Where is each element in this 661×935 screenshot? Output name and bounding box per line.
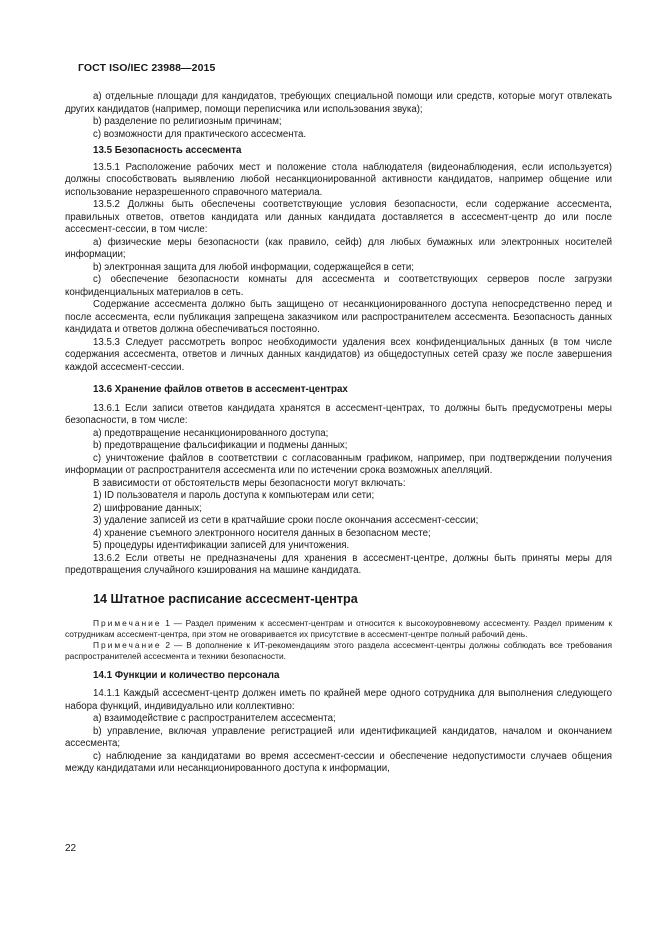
paragraph: 13.5.2 Должны быть обеспечены соответствующие условия безопасности, если содержание ассесмента, правильных ответов, ответов кандидата или данных кандидата доставляется в ассесмент-центр до или после ассесмент-сессии, в том числе: <box>65 199 612 235</box>
paragraph: 13.6.2 Если ответы не предназначены для хранения в ассесмент-центре, должны быть приняты меры для предотвращения случайного кэширования на машине кандидата. <box>65 552 612 576</box>
list-item: 1) ID пользователя и пароль доступа к компьютерам или сети; <box>93 490 375 501</box>
list-item: c) наблюдение за кандидатами во время ассесмент-сессии и обеспечение недопустимости случаев общения между кандидатами или несанкционированного доступа к информации, <box>65 750 612 774</box>
list-item: c) обеспечение безопасности комнаты для ассесмента и соответствующих серверов после загрузки конфиденциальных материалов в сеть. <box>65 274 612 298</box>
paragraph: Содержание ассесмента должно быть защищено от несанкционированного доступа непосредственно перед и после ассесмента, если публикация запрещена заказчиком или распространителем ассесмента. Безопасность данных кандидата и ответов должна обеспечиваться постоянно. <box>65 299 612 335</box>
list-item: c) уничтожение файлов в соответствии с согласованным графиком, например, при подтверждении получения информации от распространителя ассесмента или по истечении срока возможных апелляций. <box>65 452 612 476</box>
section-heading-14-1: 14.1 Функции и количество персонала <box>93 669 280 681</box>
list-item: 3) удаление записей из сети в кратчайшие сроки после окончания ассесмент-сессии; <box>93 515 479 526</box>
paragraph: 14.1.1 Каждый ассесмент-центр должен иметь по крайней мере одного сотрудника для выполнения следующего набора функций, индивидуально или коллективно: <box>65 688 612 712</box>
paragraph: 13.5.3 Следует рассмотреть вопрос необходимости удаления всех конфиденциальных данных (в том числе содержания ассесмента, ответов и личных данных кандидатов) из общедоступных сетей сразу же после завершения каждой ассесмент-сессии. <box>65 336 612 373</box>
paragraph: 13.6.1 Если записи ответов кандидата хранятся в ассесмент-центрах, то должны быть предусмотрены меры безопасности, в том числе: <box>65 402 612 426</box>
document-body <box>65 91 612 776</box>
list-item: а) взаимодействие с распространителем ассесмента; <box>93 713 336 724</box>
list-item: 4) хранение съемного электронного носителя данных в безопасном месте; <box>93 527 431 539</box>
note-text: 2 — В дополнение к ИТ-рекомендациям этого раздела ассесмент-центры должны соблюдать все требования распространителей ассесмента и техники безопасности. <box>65 639 612 661</box>
list-item: c) возможности для практического ассесмента. <box>93 128 307 140</box>
paragraph: 13.5.1 Расположение рабочих мест и положение стола наблюдателя (видеонаблюдения, если используется) должны способствовать выявлению любой несанкционированной активности кандидатов, например общение или использование неразрешенного справочного материала. <box>65 161 612 198</box>
list-item: 2) шифрование данных; <box>93 502 202 514</box>
list-item: b) управление, включая управление регистрацией или идентификацией кандидатов, началом и окончанием ассесмента; <box>65 725 612 749</box>
paragraph: В зависимости от обстоятельств меры безопасности могут включать: <box>93 477 406 489</box>
note-text: 1 — Раздел применим к ассесмент-центрам и относится к высокоуровневому ассесменту. Раздел применим к сотрудникам ассесмент-центра, при этом не оговаривается их присутствие в ассесмент-центре полный рабочий день. <box>65 617 612 639</box>
document-header: ГОСТ ISO/IEC 23988—2015 <box>78 62 216 74</box>
section-heading-13-5: 13.5 Безопасность ассесмента <box>93 145 242 156</box>
page-number: 22 <box>65 843 77 854</box>
chapter-heading-14: 14 Штатное расписание ассесмент-центра <box>93 591 358 606</box>
list-item: а) отдельные площади для кандидатов, требующих специальной помощи или средств, которые могут отвлекать других кандидатов (например, помощи переписчика или использования звука); <box>65 91 612 115</box>
list-item: b) разделение по религиозным причинам; <box>93 116 282 127</box>
note-2 <box>65 640 612 662</box>
note-1 <box>65 618 612 640</box>
list-item: b) предотвращение фальсификации и подмены данных; <box>93 440 348 451</box>
list-item: а) предотвращение несанкционированного доступа; <box>93 427 329 439</box>
note-label: Примечание <box>93 617 162 628</box>
section-heading-13-6: 13.6 Хранение файлов ответов в ассесмент-центрах <box>93 384 348 395</box>
list-item: а) физические меры безопасности (как правило, сейф) для любых бумажных или электронных носителей информации; <box>65 236 612 260</box>
list-item: 5) процедуры идентификации записей для уничтожения. <box>93 540 350 551</box>
note-label: Примечание <box>93 639 162 650</box>
list-item: b) электронная защита для любой информации, содержащейся в сети; <box>93 261 414 273</box>
